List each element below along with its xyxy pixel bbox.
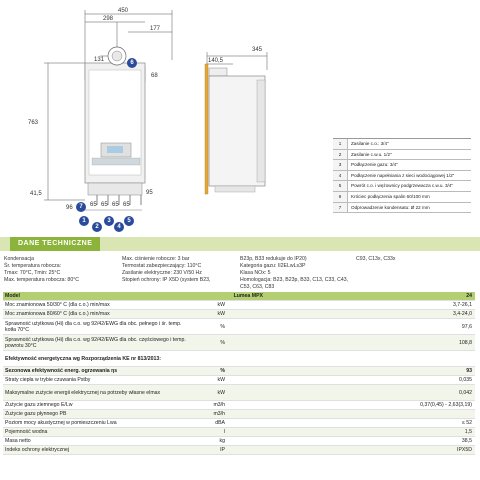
dim-95: 95 <box>146 190 153 196</box>
spec-value: 97,6 <box>461 323 472 330</box>
section-header-bar <box>0 237 480 251</box>
info-col-2: Max. ciśnienie robocze: 3 bar Termostat zabezpieczający: 110°C Zasilanie elektryczne: 230 V/50 Hz Stopień ochrony: IP X5D (system B23, <box>122 256 211 283</box>
dim-131: 131 <box>94 57 105 63</box>
connection-row: 2 Zasilanie c.w.u. 1/2" <box>333 150 471 161</box>
dim-41-5: 41,5 <box>30 191 42 197</box>
spec-table <box>3 292 475 455</box>
spec-row <box>3 367 475 376</box>
badge-2: 2 <box>92 222 102 232</box>
dim-65-d: 65 <box>123 202 130 208</box>
spec-value: 108,8 <box>459 339 472 346</box>
spec-row <box>3 385 475 401</box>
connection-row: 6 Króciec podłączenia spalin 60/100 mm <box>333 192 471 203</box>
connection-row: 7 Odprowadzenie kondensatu: Ø 22 mm <box>333 203 471 214</box>
spec-label: Sprawność użytkowa (Hi) dla c.o. wg 92/42/EWG dla obc. pełnego i śr. temp. kotła 70°C <box>5 320 182 333</box>
spec-value: 1,5 <box>464 429 472 435</box>
spec-label: Maksymalne zużycie energii elektrycznej na potrzeby własne elmax <box>5 389 161 396</box>
dim-68: 68 <box>151 73 158 79</box>
connections-table <box>333 138 471 213</box>
badge-6: 6 <box>127 58 137 68</box>
spec-value: ≤ 52 <box>461 420 472 426</box>
dim-450: 450 <box>118 8 129 14</box>
spec-unit: m3/h <box>213 411 225 417</box>
spec-unit: kW <box>217 389 225 396</box>
badge-4: 4 <box>114 222 124 232</box>
spec-row <box>3 401 475 410</box>
spec-label: Poziom mocy akustycznej w pomieszczeniu Lwa <box>5 420 117 426</box>
spec-label: Straty ciepła w trybie czuwania Pstby <box>5 377 91 383</box>
spec-unit: l <box>223 429 225 435</box>
connection-row: 1 Zasilanie c.o.: 3/4" <box>333 139 471 150</box>
spec-row <box>3 376 475 385</box>
spec-label: Efektywność energetyczna wg Rozporządzenia KE nr 813/2013: <box>5 355 161 362</box>
info-col-4: C93, C13x, C33x <box>356 256 396 262</box>
dim-345: 345 <box>252 47 263 53</box>
spec-unit: kg <box>219 438 225 444</box>
info-col-3: B23p, B33 redukuje do IP20) Kategoria gazu: II2ELwLs3P Klasa NOx: 5 Homologacja: B23, B23p, B33, C13, C33, C43, C53, C63, C83 <box>240 256 349 290</box>
spec-value: 0,37(0,45) - 2,63(3,19) <box>420 402 472 408</box>
spec-unit: % <box>220 323 225 330</box>
spec-rows <box>3 301 475 455</box>
spec-value: 3,7-26,1 <box>452 302 472 308</box>
section-title: DANE TECHNICZNE <box>10 237 100 251</box>
badge-3: 3 <box>104 216 114 226</box>
spec-label: Zużycie gazu płynnego PB <box>5 411 67 417</box>
badge-1: 1 <box>79 216 89 226</box>
spec-row <box>3 351 475 367</box>
spec-value: 93 <box>466 368 472 374</box>
spec-value: 0,042 <box>459 389 472 396</box>
spec-row <box>3 335 475 351</box>
spec-unit: IP <box>220 447 225 453</box>
badge-5: 5 <box>124 216 134 226</box>
spec-value: IPX5D <box>457 447 472 453</box>
spec-row <box>3 319 475 335</box>
boiler-side-drawing <box>195 40 275 200</box>
info-col-1: Kondensacja Śr. temperatura robocza: Tmax: 70°C, Tmin: 25°C Max. temperatura robocza: 80°C <box>4 256 80 283</box>
spec-row <box>3 310 475 319</box>
dim-65-a: 65 <box>90 202 97 208</box>
spec-row <box>3 437 475 446</box>
spec-label: Indeks ochrony elektrycznej <box>5 447 70 453</box>
spec-value: 0,035 <box>459 377 472 383</box>
spec-unit: kW <box>217 311 225 317</box>
dim-763: 763 <box>28 120 39 126</box>
spec-header-row: Model Lumea MPX 24 <box>3 292 475 301</box>
spec-row <box>3 446 475 455</box>
connection-row: 5 Powrót c.o. i wężownicy podgrzewacza c.w.u. 3/4" <box>333 181 471 192</box>
spec-label: Moc znamionowa 50/30° C (dla c.o.) min/max <box>5 302 110 308</box>
spec-label: Pojemność wodna <box>5 429 48 435</box>
dim-177: 177 <box>150 26 161 32</box>
connection-row: 3 Podłączenie gazu: 3/4" <box>333 160 471 171</box>
spec-unit: kW <box>217 302 225 308</box>
spec-label: Moc znamionowa 80/60° C (dla c.o.) min/max <box>5 311 110 317</box>
boiler-front-drawing <box>0 0 200 236</box>
dim-65-b: 65 <box>101 202 108 208</box>
spec-row <box>3 428 475 437</box>
spec-unit: dBA <box>215 420 225 426</box>
spec-unit: % <box>220 339 225 346</box>
badge-7: 7 <box>76 202 86 212</box>
dim-65-c: 65 <box>112 202 119 208</box>
spec-label: Sprawność użytkowa (Hi) dla c.o. wg 92/42/EWG dla obc. częściowego i temp. powrotu 30°C <box>5 336 186 349</box>
spec-row <box>3 410 475 419</box>
spec-row <box>3 419 475 428</box>
dim-96: 96 <box>66 205 73 211</box>
spec-unit: m3/h <box>213 402 225 408</box>
spec-value: 3,4-24,0 <box>452 311 472 317</box>
spec-unit: % <box>220 368 225 374</box>
dim-298: 298 <box>103 16 114 22</box>
spec-label: Sezonowa efektywność energ. ogrzewania ηs <box>5 368 118 374</box>
dim-140-5: 140,5 <box>208 58 224 64</box>
spec-label: Zużycie gazu ziemnego E/Lw <box>5 402 73 408</box>
spec-label: Masa netto <box>5 438 31 444</box>
spec-unit: kW <box>217 377 225 383</box>
connection-row: 4 Podłączenie napełniania z sieci wodociągowej 1/2" <box>333 171 471 182</box>
spec-row <box>3 301 475 310</box>
spec-value: 38,5 <box>461 438 472 444</box>
